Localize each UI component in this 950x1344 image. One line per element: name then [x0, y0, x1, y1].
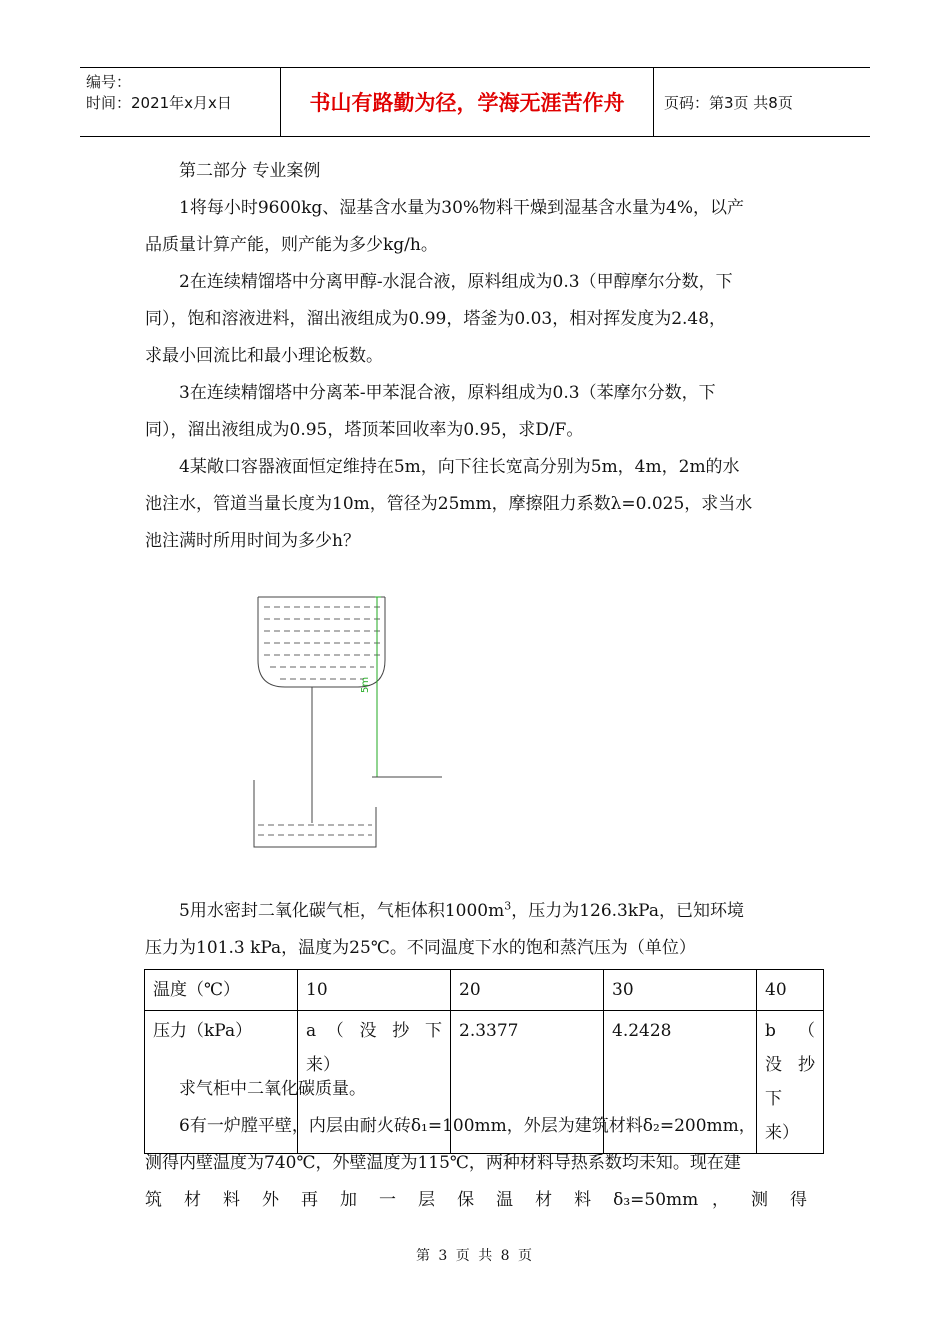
q4-line2: 池注水，管道当量长度为10m，管径为25mm，摩擦阻力系数λ=0.025，求当水: [145, 494, 753, 514]
q5-tail: 求气柜中二氧化碳质量。: [179, 1079, 366, 1099]
page-footer: 第 3 页 共 8 页: [415, 1248, 535, 1264]
table-cell: 20: [451, 970, 604, 1011]
table-cell: 30: [604, 970, 757, 1011]
q6-line3: 筑 材 料 外 再 加 一 层 保 温 材 料 δ₃=50mm ， 测 得: [145, 1190, 807, 1210]
table-cell: 40: [757, 970, 824, 1011]
table-cell: 温度（℃）: [145, 970, 298, 1011]
q1-line2: 品质量计算产能，则产能为多少kg/h。: [145, 235, 438, 255]
number-label: 编号：: [86, 73, 132, 91]
q2-line2: 同），饱和溶液进料，溜出液组成为0.99，塔釜为0.03，相对挥发度为2.48，: [145, 309, 727, 329]
section-title: 第二部分 专业案例: [179, 161, 321, 181]
pool-liquid-hatch: [258, 825, 372, 835]
q5-line1-b: ，压力为126.3kPa，已知环境: [511, 901, 744, 921]
table-cell: 4.2428: [604, 1011, 757, 1154]
table-cell: 10: [298, 970, 451, 1011]
upper-liquid-hatch: [264, 607, 380, 679]
upper-vessel-outline: [258, 597, 385, 687]
header-motto: 书山有路勤为径，学海无涯苦作舟: [281, 68, 654, 136]
q3-line1: 3在连续精馏塔中分离苯-甲苯混合液，原料组成为0.3（苯摩尔分数，下: [179, 383, 716, 403]
document-header: [80, 67, 870, 137]
q4-line1: 4某敞口容器液面恒定维持在5m，向下往长宽高分别为5m，4m，2m的水: [179, 457, 740, 477]
tank-diagram: [240, 585, 455, 855]
cell-a-top: a （ 没 抄 下: [306, 1021, 442, 1041]
q5-line1-a: 5用水密封二氧化碳气柜，气柜体积1000m: [179, 901, 505, 921]
q2-line3: 求最小回流比和最小理论板数。: [145, 346, 383, 366]
cell-b-bottom: 来）: [765, 1123, 799, 1143]
dim-label: 5m: [360, 676, 371, 693]
q5-line1: [145, 893, 807, 930]
q3-line2: 同），溜出液组成为0.95，塔顶苯回收率为0.95，求D/F。: [145, 420, 584, 440]
table-row: [145, 970, 824, 1011]
table-cell: 2.3377: [451, 1011, 604, 1154]
cell-b-top: b （ 没 抄 下: [765, 1021, 815, 1109]
q1-line1: 1将每小时9600kg、湿基含水量为30%物料干燥到湿基含水量为4%，以产: [179, 198, 745, 218]
q5-superscript: 3: [504, 899, 512, 913]
date-label: 时间：2021年x月x日: [86, 94, 232, 112]
q2-line1: 2在连续精馏塔中分离甲醇-水混合液，原料组成为0.3（甲醇摩尔分数，下: [179, 272, 733, 292]
q6-line2: 测得内壁温度为740℃，外壁温度为115℃，两种材料导热系数均未知。现在建: [145, 1153, 741, 1173]
q6-line1: 6有一炉膛平壁，内层由耐火砖δ₁=100mm，外层为建筑材料δ₂=200mm，: [179, 1116, 756, 1136]
pool-outline: [254, 780, 376, 847]
tank-figure: [240, 585, 455, 855]
q5-line2: 压力为101.3 kPa，温度为25℃。不同温度下水的饱和蒸汽压为（单位）: [145, 938, 696, 958]
header-meta: [80, 68, 281, 136]
cell-a-bottom: 来）: [306, 1055, 340, 1075]
table-cell: 压力（kPa）: [145, 1011, 298, 1154]
q4-line3: 池注满时所用时间为多少h？: [145, 531, 360, 551]
header-page-info: 页码：第3页 共8页: [664, 93, 793, 112]
